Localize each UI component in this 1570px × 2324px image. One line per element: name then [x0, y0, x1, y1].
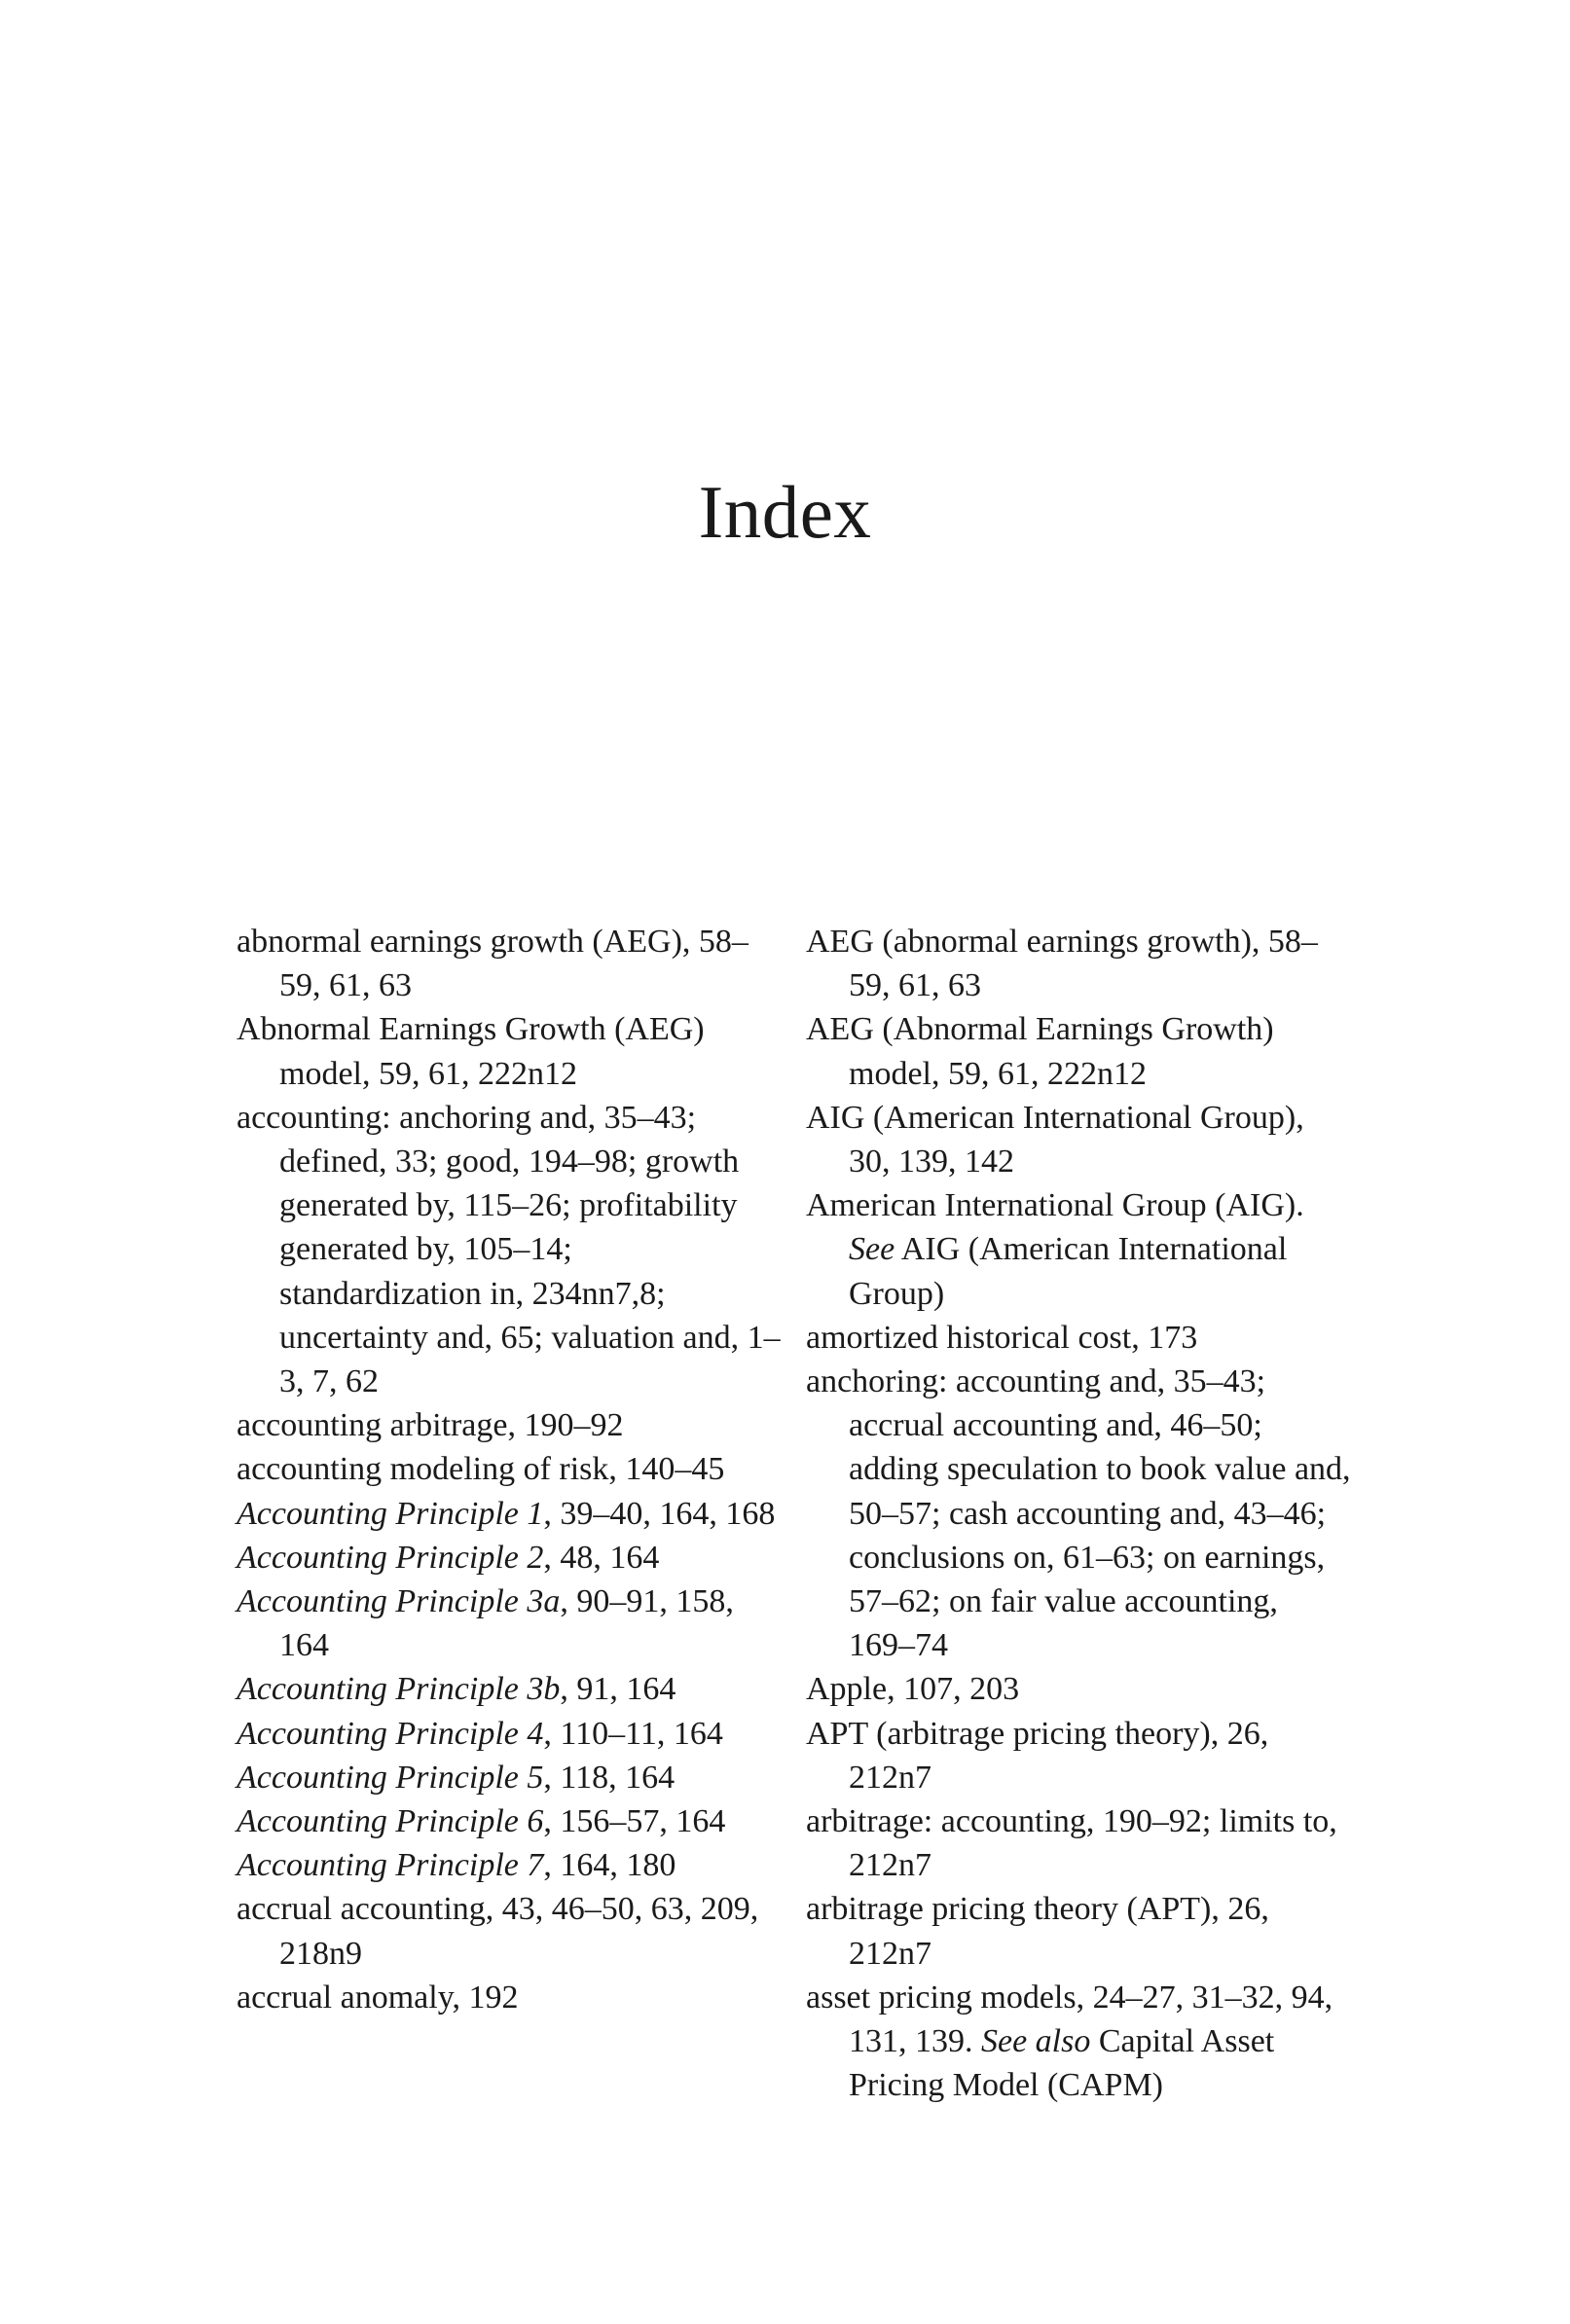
index-entry-text: accounting modeling of risk, 140–45: [237, 1451, 725, 1488]
index-entry: [806, 1183, 1351, 1316]
index-entry-text: accounting arbitrage, 190–92: [237, 1407, 624, 1444]
index-entry-text: Apple, 107, 203: [806, 1671, 1020, 1708]
index-entry: [806, 1096, 1351, 1183]
index-entry-text: , 91, 164: [560, 1671, 676, 1708]
index-entry: [237, 1799, 782, 1843]
index-entry: [237, 1447, 782, 1491]
index-entry-text: , 48, 164: [543, 1539, 660, 1576]
index-entry-text: accounting: anchoring and, 35–43; defined, 33; good, 194–98; growth generated by, 115–26; profitability generated by, 105–14; standardization in, 234nn7,8; uncertainty and, 65; valuation and, 1–3, 7, 62: [237, 1099, 781, 1400]
index-entry: [237, 1403, 782, 1447]
index-entry-text: accrual anomaly, 192: [237, 1979, 519, 2015]
index-entry-text: AEG (Abnormal Earnings Growth) model, 59, 61, 222n12: [806, 1011, 1274, 1092]
index-entry: [806, 1360, 1351, 1667]
index-entry-text: , 156–57, 164: [543, 1803, 726, 1840]
index-column-left: [237, 920, 782, 2019]
index-entry: [806, 1667, 1351, 1711]
index-entry-text: , 164, 180: [543, 1847, 676, 1884]
index-entry: [237, 1843, 782, 1887]
index-entry-text: asset pricing models, 24–27, 31–32, 94, 131, 139.: [806, 1979, 1333, 2060]
index-entry-italic-text: Accounting Principle 2: [237, 1539, 544, 1576]
index-entry-text: , 118, 164: [543, 1759, 675, 1796]
index-entry: [237, 1976, 782, 2019]
index-entry: [806, 1799, 1351, 1887]
index-entry-italic-text: See: [849, 1231, 895, 1268]
index-entry-text: , 39–40, 164, 168: [543, 1495, 776, 1532]
index-entry: [237, 1007, 782, 1095]
index-entry-text: Capital Asset Pricing Model (CAPM): [849, 2023, 1275, 2104]
index-entry-text: arbitrage pricing theory (APT), 26, 212n7: [806, 1891, 1269, 1972]
index-column-right: [806, 920, 1351, 2107]
index-entry: [237, 920, 782, 1007]
index-entry-text: AIG (American International Group), 30, 139, 142: [806, 1099, 1304, 1180]
index-entry: [237, 1096, 782, 1403]
index-entry-text: AEG (abnormal earnings growth), 58–59, 61, 63: [806, 924, 1318, 1004]
index-entry-italic-text: Accounting Principle 7: [237, 1847, 544, 1884]
index-entry-text: accrual accounting, 43, 46–50, 63, 209, 218n9: [237, 1891, 759, 1972]
index-entry-text: anchoring: accounting and, 35–43; accrual accounting and, 46–50; adding speculation to book value and, 50–57; cash accounting and, 43–46; conclusions on, 61–63; on earnings, 57–62; on fair value accounting, 169–74: [806, 1363, 1351, 1664]
index-entry-text: , 110–11, 164: [543, 1715, 723, 1752]
index-entry-text: American International Group (AIG).: [806, 1187, 1304, 1224]
index-entry: [806, 1007, 1351, 1095]
page-title: Index: [698, 470, 872, 554]
index-entry: [806, 1976, 1351, 2108]
index-entry: [806, 1887, 1351, 1975]
index-entry-italic-text: Accounting Principle 4: [237, 1715, 544, 1752]
index-entry: [237, 1492, 782, 1536]
index-entry: [237, 1887, 782, 1975]
index-entry: [237, 1712, 782, 1756]
index-entry-italic-text: See also: [981, 2023, 1091, 2060]
index-entry: [806, 920, 1351, 1007]
index-entry-text: arbitrage: accounting, 190–92; limits to, 212n7: [806, 1803, 1337, 1884]
index-entry-italic-text: Accounting Principle 1: [237, 1495, 544, 1532]
index-entry: [237, 1580, 782, 1667]
index-entry: [237, 1756, 782, 1799]
index-entry: [806, 1712, 1351, 1799]
index-entry-text: amortized historical cost, 173: [806, 1319, 1198, 1356]
index-entry-italic-text: Accounting Principle 3b: [237, 1671, 561, 1708]
index-entry-text: , 90–91, 158, 164: [279, 1583, 734, 1664]
index-entry: [806, 1316, 1351, 1360]
index-entry-text: Abnormal Earnings Growth (AEG) model, 59, 61, 222n12: [237, 1011, 705, 1092]
index-entry-italic-text: Accounting Principle 6: [237, 1803, 544, 1840]
index-entry: [237, 1536, 782, 1580]
index-entry-text: AIG (American International Group): [849, 1231, 1288, 1312]
index-entry-italic-text: Accounting Principle 3a: [237, 1583, 561, 1620]
index-entry-text: abnormal earnings growth (AEG), 58–59, 61, 63: [237, 924, 748, 1004]
index-entry-italic-text: Accounting Principle 5: [237, 1759, 544, 1796]
index-entry-text: APT (arbitrage pricing theory), 26, 212n7: [806, 1715, 1269, 1796]
index-entry: [237, 1667, 782, 1711]
